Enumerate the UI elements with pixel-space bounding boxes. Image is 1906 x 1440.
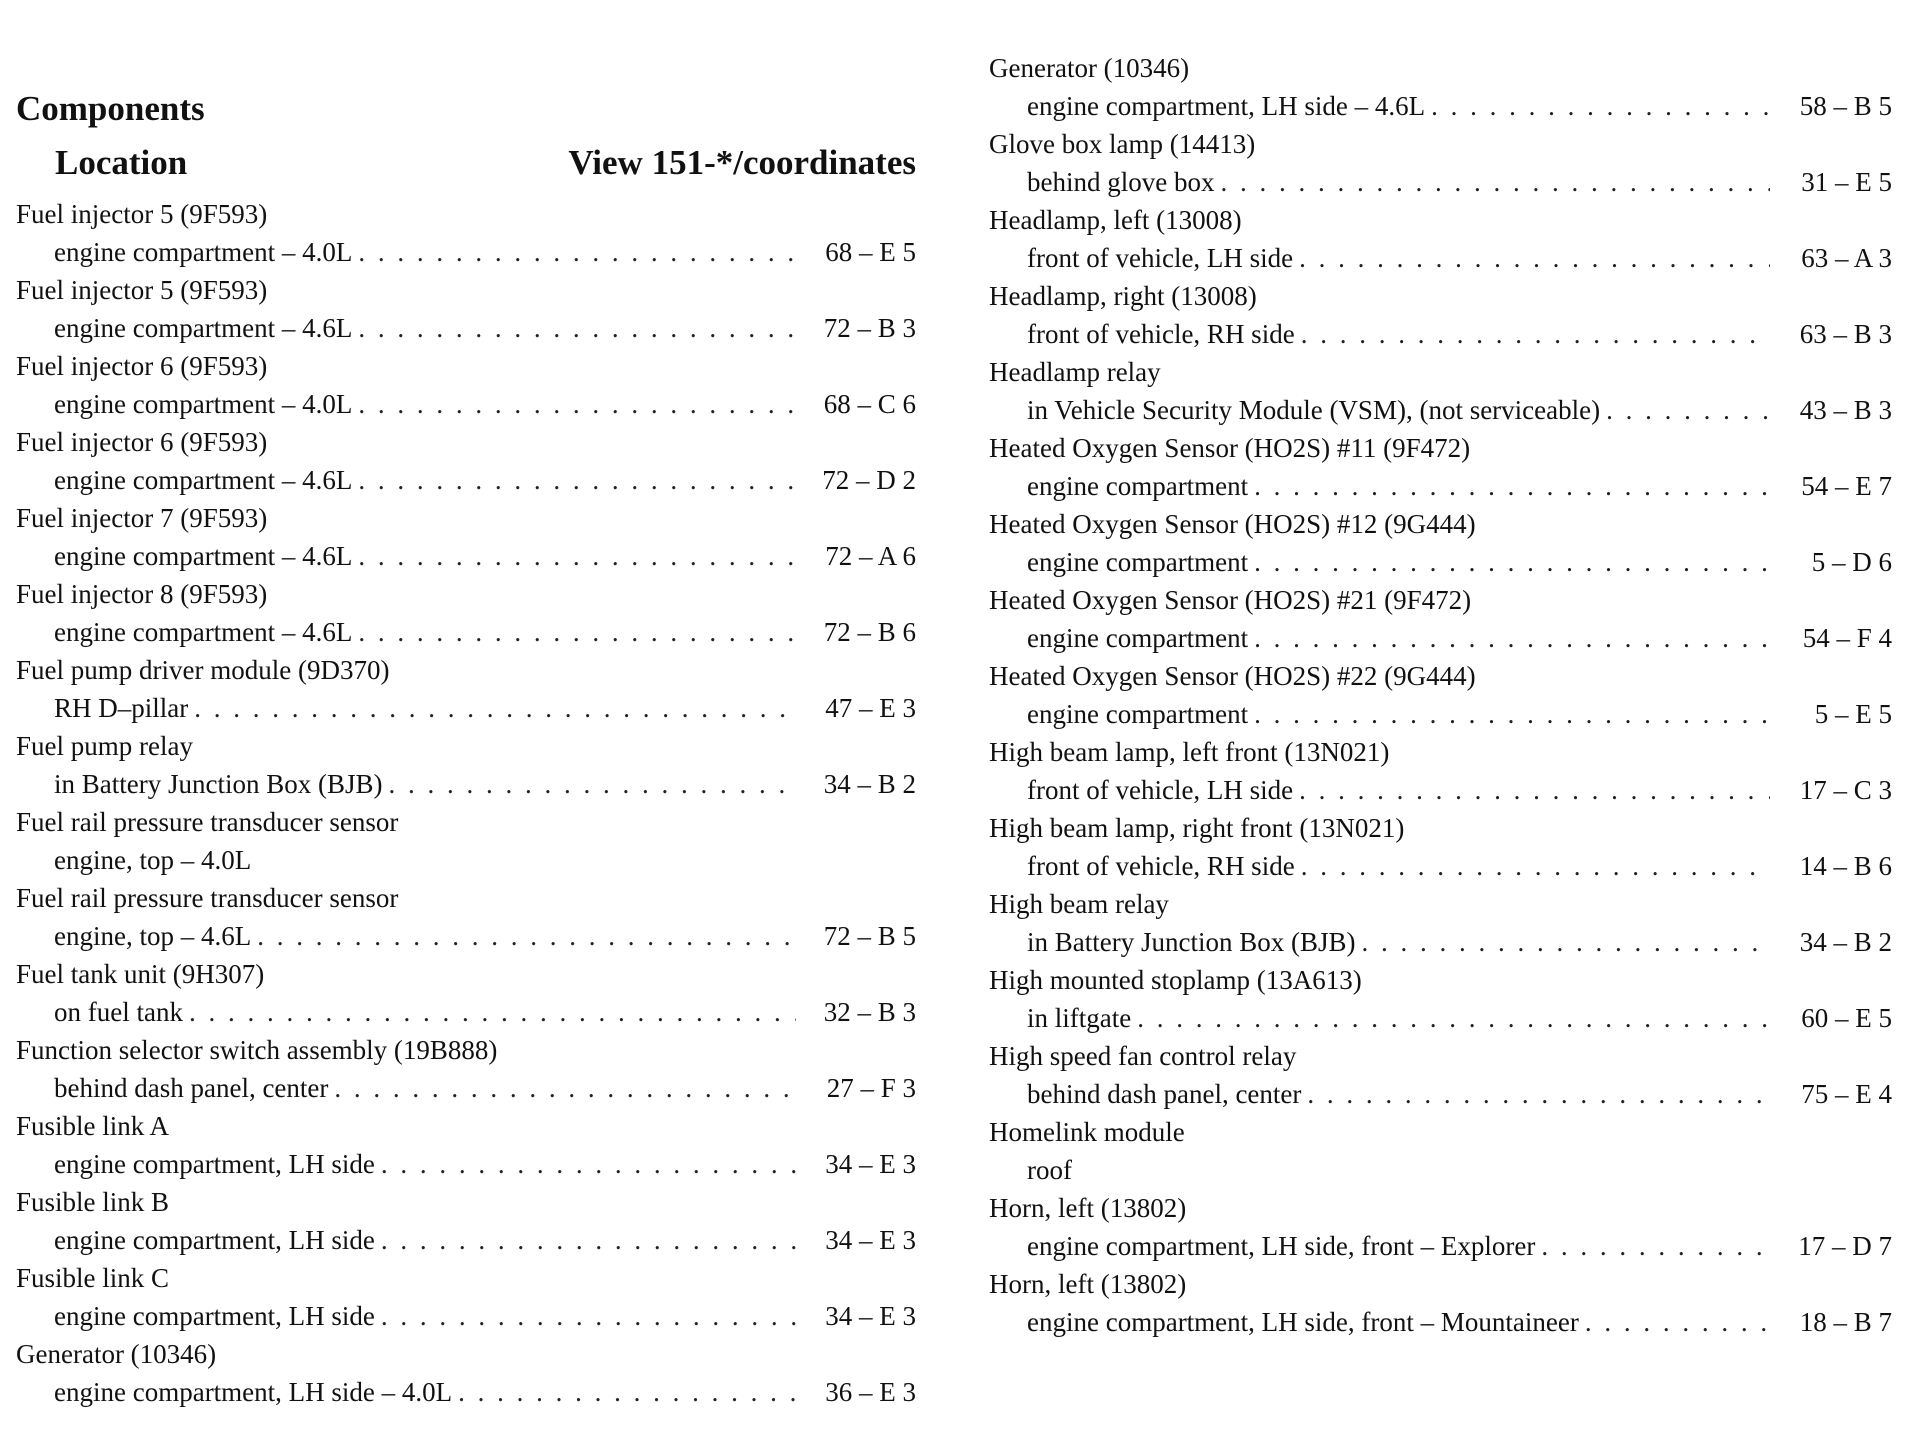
- location-line: [16, 385, 916, 423]
- component-location: front of vehicle, RH side: [1027, 319, 1295, 349]
- dot-leader: [358, 309, 796, 347]
- view-coordinate: 32 – B 3: [823, 997, 916, 1027]
- component-location: engine, top – 4.0L: [54, 845, 252, 875]
- view-coordinate: 14 – B 6: [1799, 851, 1892, 881]
- component-entry: [989, 201, 1892, 277]
- dot-leader: [1541, 1227, 1770, 1265]
- component-entry: [989, 657, 1892, 733]
- view-coordinate: 58 – B 5: [1799, 91, 1892, 121]
- dot-leader: [1254, 543, 1770, 581]
- component-location: engine compartment: [1027, 623, 1249, 653]
- component-entry: [16, 803, 916, 879]
- component-location: engine compartment, LH side – 4.6L: [1027, 91, 1426, 121]
- location-line: [989, 771, 1892, 809]
- component-entry: [989, 1265, 1892, 1341]
- view-coordinates-header: View 151-*/coordinates: [568, 143, 916, 182]
- location-line: [16, 917, 916, 955]
- left-column: [16, 85, 916, 1411]
- view-coordinate: 5 – D 6: [1811, 547, 1892, 577]
- dot-leader: [381, 1145, 796, 1183]
- component-location: front of vehicle, LH side: [1027, 775, 1294, 805]
- component-name: Function selector switch assembly (19B888): [16, 1035, 498, 1065]
- component-location: front of vehicle, RH side: [1027, 851, 1295, 881]
- view-coordinate: 43 – B 3: [1799, 395, 1892, 425]
- component-entry: [989, 1037, 1892, 1113]
- component-entry: [16, 1259, 916, 1335]
- component-location: RH D–pillar: [54, 693, 189, 723]
- location-line: [16, 1221, 916, 1259]
- component-location: engine, top – 4.6L: [54, 921, 252, 951]
- view-coordinate: 27 – F 3: [826, 1073, 916, 1103]
- component-name: Generator (10346): [16, 1339, 217, 1369]
- component-entry: [16, 195, 916, 271]
- component-entry: [989, 1189, 1892, 1265]
- component-location: on fuel tank: [54, 997, 183, 1027]
- component-entry: [16, 879, 916, 955]
- view-coordinate: 34 – E 3: [825, 1301, 916, 1331]
- component-location: engine compartment, LH side: [54, 1301, 375, 1331]
- dot-leader: [1299, 239, 1770, 277]
- component-location: engine compartment: [1027, 699, 1249, 729]
- view-coordinate: 5 – E 5: [1814, 699, 1892, 729]
- component-name: High beam lamp, left front (13N021): [989, 737, 1390, 767]
- dot-leader: [388, 765, 796, 803]
- view-coordinate: 34 – E 3: [825, 1225, 916, 1255]
- dot-leader: [1301, 315, 1770, 353]
- component-location: engine compartment – 4.0L: [54, 237, 353, 267]
- component-name: Fuel injector 6 (9F593): [16, 351, 268, 381]
- view-coordinate: 34 – E 3: [825, 1149, 916, 1179]
- component-entry: [989, 429, 1892, 505]
- component-location: engine compartment – 4.0L: [54, 389, 353, 419]
- view-coordinate: 36 – E 3: [825, 1377, 916, 1407]
- view-coordinate: 54 – E 7: [1801, 471, 1892, 501]
- dot-leader: [358, 385, 796, 423]
- component-entry: [989, 733, 1892, 809]
- component-name: Homelink module: [989, 1117, 1185, 1147]
- dot-leader: [358, 461, 796, 499]
- dot-leader: [1137, 999, 1770, 1037]
- component-name: Headlamp, left (13008): [989, 205, 1242, 235]
- location-line: [989, 543, 1892, 581]
- component-name: Heated Oxygen Sensor (HO2S) #21 (9F472): [989, 585, 1472, 615]
- dot-leader: [1254, 695, 1770, 733]
- component-entry: [989, 505, 1892, 581]
- dot-leader: [381, 1221, 796, 1259]
- location-line: [989, 239, 1892, 277]
- view-coordinate: 72 – B 6: [823, 617, 916, 647]
- location-line: [989, 619, 1892, 657]
- component-entry: [16, 651, 916, 727]
- location-line: [16, 309, 916, 347]
- component-name: Fuel pump relay: [16, 731, 193, 761]
- view-coordinate: 60 – E 5: [1801, 1003, 1892, 1033]
- component-name: High mounted stoplamp (13A613): [989, 965, 1362, 995]
- location-line: [989, 1075, 1892, 1113]
- component-location: in Battery Junction Box (BJB): [1027, 927, 1356, 957]
- dot-leader: [1585, 1303, 1770, 1341]
- location-line: [989, 1151, 1892, 1189]
- component-entry: [989, 125, 1892, 201]
- location-line: [989, 467, 1892, 505]
- component-location: in Vehicle Security Module (VSM), (not serviceable): [1027, 395, 1601, 425]
- dot-leader: [458, 1373, 796, 1411]
- component-location: front of vehicle, LH side: [1027, 243, 1294, 273]
- component-name: Fuel injector 6 (9F593): [16, 427, 268, 457]
- location-line: [16, 1145, 916, 1183]
- dot-leader: [1301, 847, 1770, 885]
- component-name: Fusible link C: [16, 1263, 170, 1293]
- component-entry: [989, 581, 1892, 657]
- component-name: Glove box lamp (14413): [989, 129, 1256, 159]
- component-entry: [989, 277, 1892, 353]
- component-name: Generator (10346): [989, 53, 1190, 83]
- component-location: engine compartment: [1027, 547, 1249, 577]
- view-coordinate: 72 – A 6: [825, 541, 916, 571]
- component-entry: [16, 347, 916, 423]
- view-coordinate: 72 – B 3: [823, 313, 916, 343]
- left-entry-list: [16, 195, 916, 1411]
- component-name: High beam relay: [989, 889, 1169, 919]
- location-line: [16, 537, 916, 575]
- section-title: Components: [16, 89, 205, 128]
- column-headers: [16, 133, 916, 183]
- location-line: [989, 315, 1892, 353]
- view-coordinate: 31 – E 5: [1801, 167, 1892, 197]
- location-line: [16, 689, 916, 727]
- dot-leader: [257, 917, 796, 955]
- component-location: in liftgate: [1027, 1003, 1132, 1033]
- view-coordinate: 72 – D 2: [822, 465, 916, 495]
- component-location: engine compartment, LH side: [54, 1225, 375, 1255]
- dot-leader: [358, 537, 796, 575]
- dot-leader: [1431, 87, 1770, 125]
- dot-leader: [1254, 467, 1770, 505]
- component-entry: [16, 1183, 916, 1259]
- component-location: engine compartment – 4.6L: [54, 617, 353, 647]
- view-coordinate: 17 – C 3: [1799, 775, 1892, 805]
- dot-leader: [1254, 619, 1770, 657]
- right-column: [989, 49, 1892, 1341]
- location-line: [16, 1069, 916, 1107]
- view-coordinate: 72 – B 5: [823, 921, 916, 951]
- component-entry: [989, 809, 1892, 885]
- view-coordinate: 75 – E 4: [1801, 1079, 1892, 1109]
- location-line: [989, 923, 1892, 961]
- dot-leader: [1361, 923, 1770, 961]
- dot-leader: [194, 689, 796, 727]
- component-location: roof: [1027, 1155, 1072, 1185]
- dot-leader: [1606, 391, 1770, 429]
- component-entry: [989, 49, 1892, 125]
- view-coordinate: 68 – C 6: [823, 389, 916, 419]
- dot-leader: [1220, 163, 1770, 201]
- location-line: [989, 1227, 1892, 1265]
- view-coordinate: 34 – B 2: [823, 769, 916, 799]
- dot-leader: [1307, 1075, 1770, 1113]
- component-location: engine compartment, LH side, front – Explorer: [1027, 1231, 1536, 1261]
- dot-leader: [1299, 771, 1770, 809]
- component-name: High speed fan control relay: [989, 1041, 1297, 1071]
- location-line: [16, 841, 916, 879]
- component-entry: [989, 885, 1892, 961]
- location-line: [16, 1297, 916, 1335]
- component-name: Fuel rail pressure transducer sensor: [16, 807, 399, 837]
- component-name: Heated Oxygen Sensor (HO2S) #12 (9G444): [989, 509, 1476, 539]
- component-location: engine compartment, LH side – 4.0L: [54, 1377, 453, 1407]
- view-coordinate: 47 – E 3: [825, 693, 916, 723]
- location-header: Location: [55, 143, 188, 182]
- view-coordinate: 63 – A 3: [1801, 243, 1892, 273]
- component-name: Heated Oxygen Sensor (HO2S) #11 (9F472): [989, 433, 1471, 463]
- component-name: Fusible link A: [16, 1111, 170, 1141]
- component-name: Fuel injector 5 (9F593): [16, 199, 268, 229]
- component-name: Fuel pump driver module (9D370): [16, 655, 390, 685]
- component-name: Horn, left (13802): [989, 1193, 1187, 1223]
- component-entry: [989, 1113, 1892, 1189]
- component-entry: [16, 955, 916, 1031]
- component-entry: [989, 353, 1892, 429]
- component-location: behind dash panel, center: [1027, 1079, 1302, 1109]
- component-entry: [16, 727, 916, 803]
- view-coordinate: 68 – E 5: [825, 237, 916, 267]
- location-line: [16, 461, 916, 499]
- component-entry: [16, 271, 916, 347]
- view-coordinate: 17 – D 7: [1798, 1231, 1892, 1261]
- location-line: [989, 999, 1892, 1037]
- location-line: [16, 1373, 916, 1411]
- component-entry: [16, 1335, 916, 1411]
- location-line: [16, 233, 916, 271]
- component-location: engine compartment, LH side, front – Mountaineer: [1027, 1307, 1579, 1337]
- location-line: [16, 765, 916, 803]
- dot-leader: [381, 1297, 796, 1335]
- component-name: Fusible link B: [16, 1187, 170, 1217]
- component-location: engine compartment – 4.6L: [54, 313, 353, 343]
- location-line: [989, 1303, 1892, 1341]
- component-location: behind dash panel, center: [54, 1073, 329, 1103]
- component-entry: [16, 1107, 916, 1183]
- component-name: Fuel injector 5 (9F593): [16, 275, 268, 305]
- component-entry: [16, 575, 916, 651]
- dot-leader: [358, 613, 796, 651]
- view-coordinate: 34 – B 2: [1799, 927, 1892, 957]
- component-location: engine compartment: [1027, 471, 1249, 501]
- location-line: [989, 87, 1892, 125]
- view-coordinate: 54 – F 4: [1802, 623, 1892, 653]
- location-line: [989, 391, 1892, 429]
- component-name: Headlamp relay: [989, 357, 1161, 387]
- location-line: [989, 695, 1892, 733]
- component-name: Heated Oxygen Sensor (HO2S) #22 (9G444): [989, 661, 1476, 691]
- component-name: Fuel rail pressure transducer sensor: [16, 883, 399, 913]
- location-line: [989, 163, 1892, 201]
- component-name: Fuel injector 8 (9F593): [16, 579, 268, 609]
- view-coordinate: 63 – B 3: [1799, 319, 1892, 349]
- location-line: [16, 993, 916, 1031]
- component-location: behind glove box: [1027, 167, 1215, 197]
- component-location: engine compartment, LH side: [54, 1149, 375, 1179]
- view-coordinate: 18 – B 7: [1799, 1307, 1892, 1337]
- location-line: [989, 847, 1892, 885]
- component-location: in Battery Junction Box (BJB): [54, 769, 383, 799]
- component-name: High beam lamp, right front (13N021): [989, 813, 1405, 843]
- location-line: [16, 613, 916, 651]
- component-entry: [989, 961, 1892, 1037]
- component-name: Fuel tank unit (9H307): [16, 959, 265, 989]
- component-entry: [16, 1031, 916, 1107]
- component-name: Fuel injector 7 (9F593): [16, 503, 268, 533]
- component-entry: [16, 499, 916, 575]
- dot-leader: [358, 233, 796, 271]
- dot-leader: [334, 1069, 796, 1107]
- dot-leader: [189, 993, 796, 1031]
- component-name: Headlamp, right (13008): [989, 281, 1257, 311]
- component-name: Horn, left (13802): [989, 1269, 1187, 1299]
- component-location: engine compartment – 4.6L: [54, 541, 353, 571]
- component-entry: [16, 423, 916, 499]
- right-entry-list: [989, 49, 1892, 1341]
- component-location: engine compartment – 4.6L: [54, 465, 353, 495]
